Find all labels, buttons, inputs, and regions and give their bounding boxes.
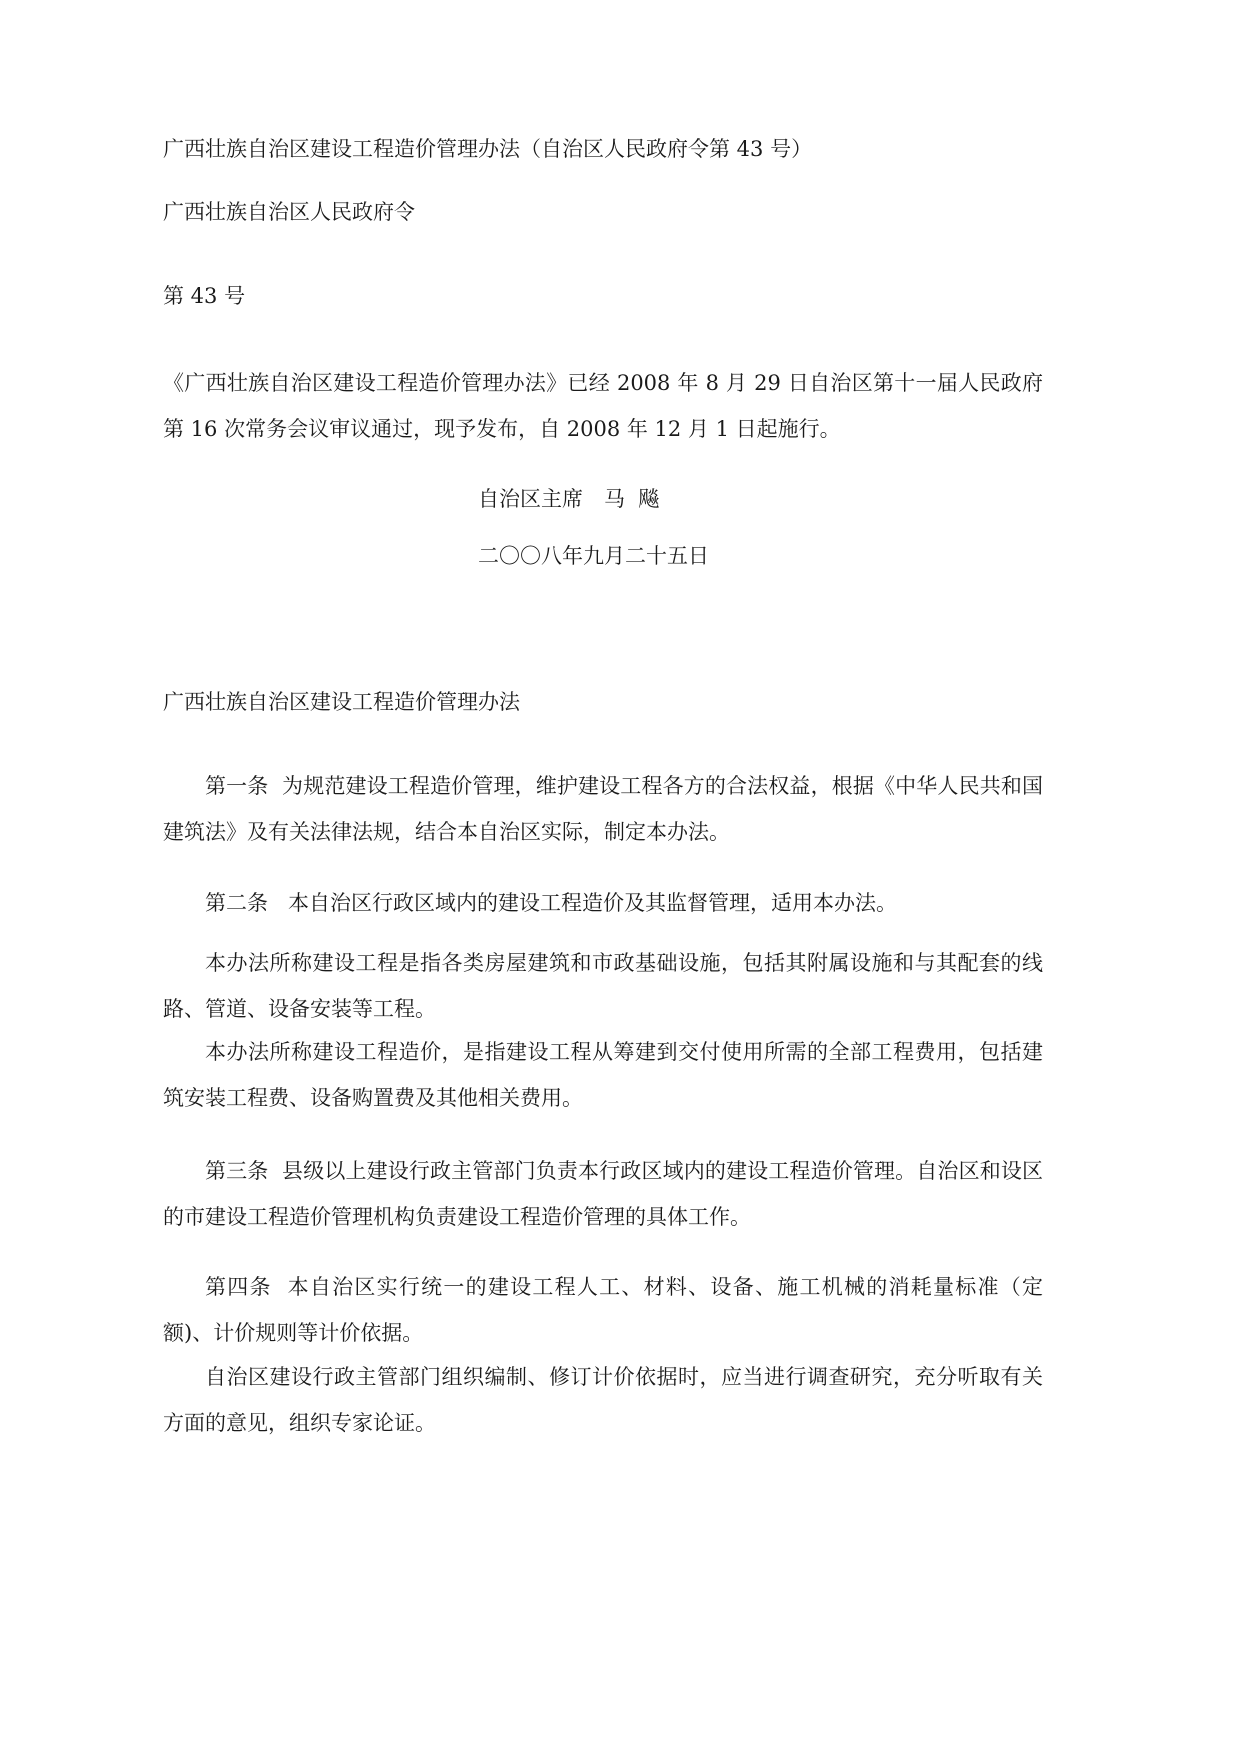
article-paragraph: 本办法所称建设工程是指各类房屋建筑和市政基础设施，包括其附属设施和与其配套的线路、管道、设备安装等工程。 bbox=[163, 951, 1043, 1021]
regulation-title: 广西壮族自治区建设工程造价管理办法 bbox=[163, 690, 520, 714]
article-paragraph: 第四条 本自治区实行统一的建设工程人工、材料、设备、施工机械的消耗量标准（定额)、计价规则等计价依据。 bbox=[163, 1275, 1043, 1345]
article-paragraph: 第二条 本自治区行政区域内的建设工程造价及其监督管理，适用本办法。 bbox=[205, 891, 898, 915]
document-title-line: 广西壮族自治区建设工程造价管理办法（自治区人民政府令第 43 号） bbox=[163, 137, 813, 161]
article-paragraph: 本办法所称建设工程造价，是指建设工程从筹建到交付使用所需的全部工程费用，包括建筑安装工程费、设备购置费及其他相关费用。 bbox=[163, 1040, 1043, 1110]
signing-date: 二〇〇八年九月二十五日 bbox=[478, 544, 709, 568]
signatory-line: 自治区主席 马 飚 bbox=[478, 487, 660, 511]
article-paragraph: 第一条 为规范建设工程造价管理，维护建设工程各方的合法权益，根据《中华人民共和国建筑法》及有关法律法规，结合本自治区实际，制定本办法。 bbox=[163, 774, 1043, 844]
order-number: 第 43 号 bbox=[163, 284, 246, 308]
article-paragraph: 自治区建设行政主管部门组织编制、修订计价依据时，应当进行调查研究，充分听取有关方面的意见，组织专家论证。 bbox=[163, 1365, 1043, 1435]
article-paragraph: 第三条 县级以上建设行政主管部门负责本行政区域内的建设工程造价管理。自治区和设区的市建设工程造价管理机构负责建设工程造价管理的具体工作。 bbox=[163, 1159, 1043, 1229]
issuer-line: 广西壮族自治区人民政府令 bbox=[163, 200, 415, 224]
announcement-paragraph: 《广西壮族自治区建设工程造价管理办法》已经 2008 年 8 月 29 日自治区第十一届人民政府第 16 次常务会议审议通过，现予发布，自 2008 年 12 月 1 日起施行。 bbox=[163, 371, 1043, 441]
